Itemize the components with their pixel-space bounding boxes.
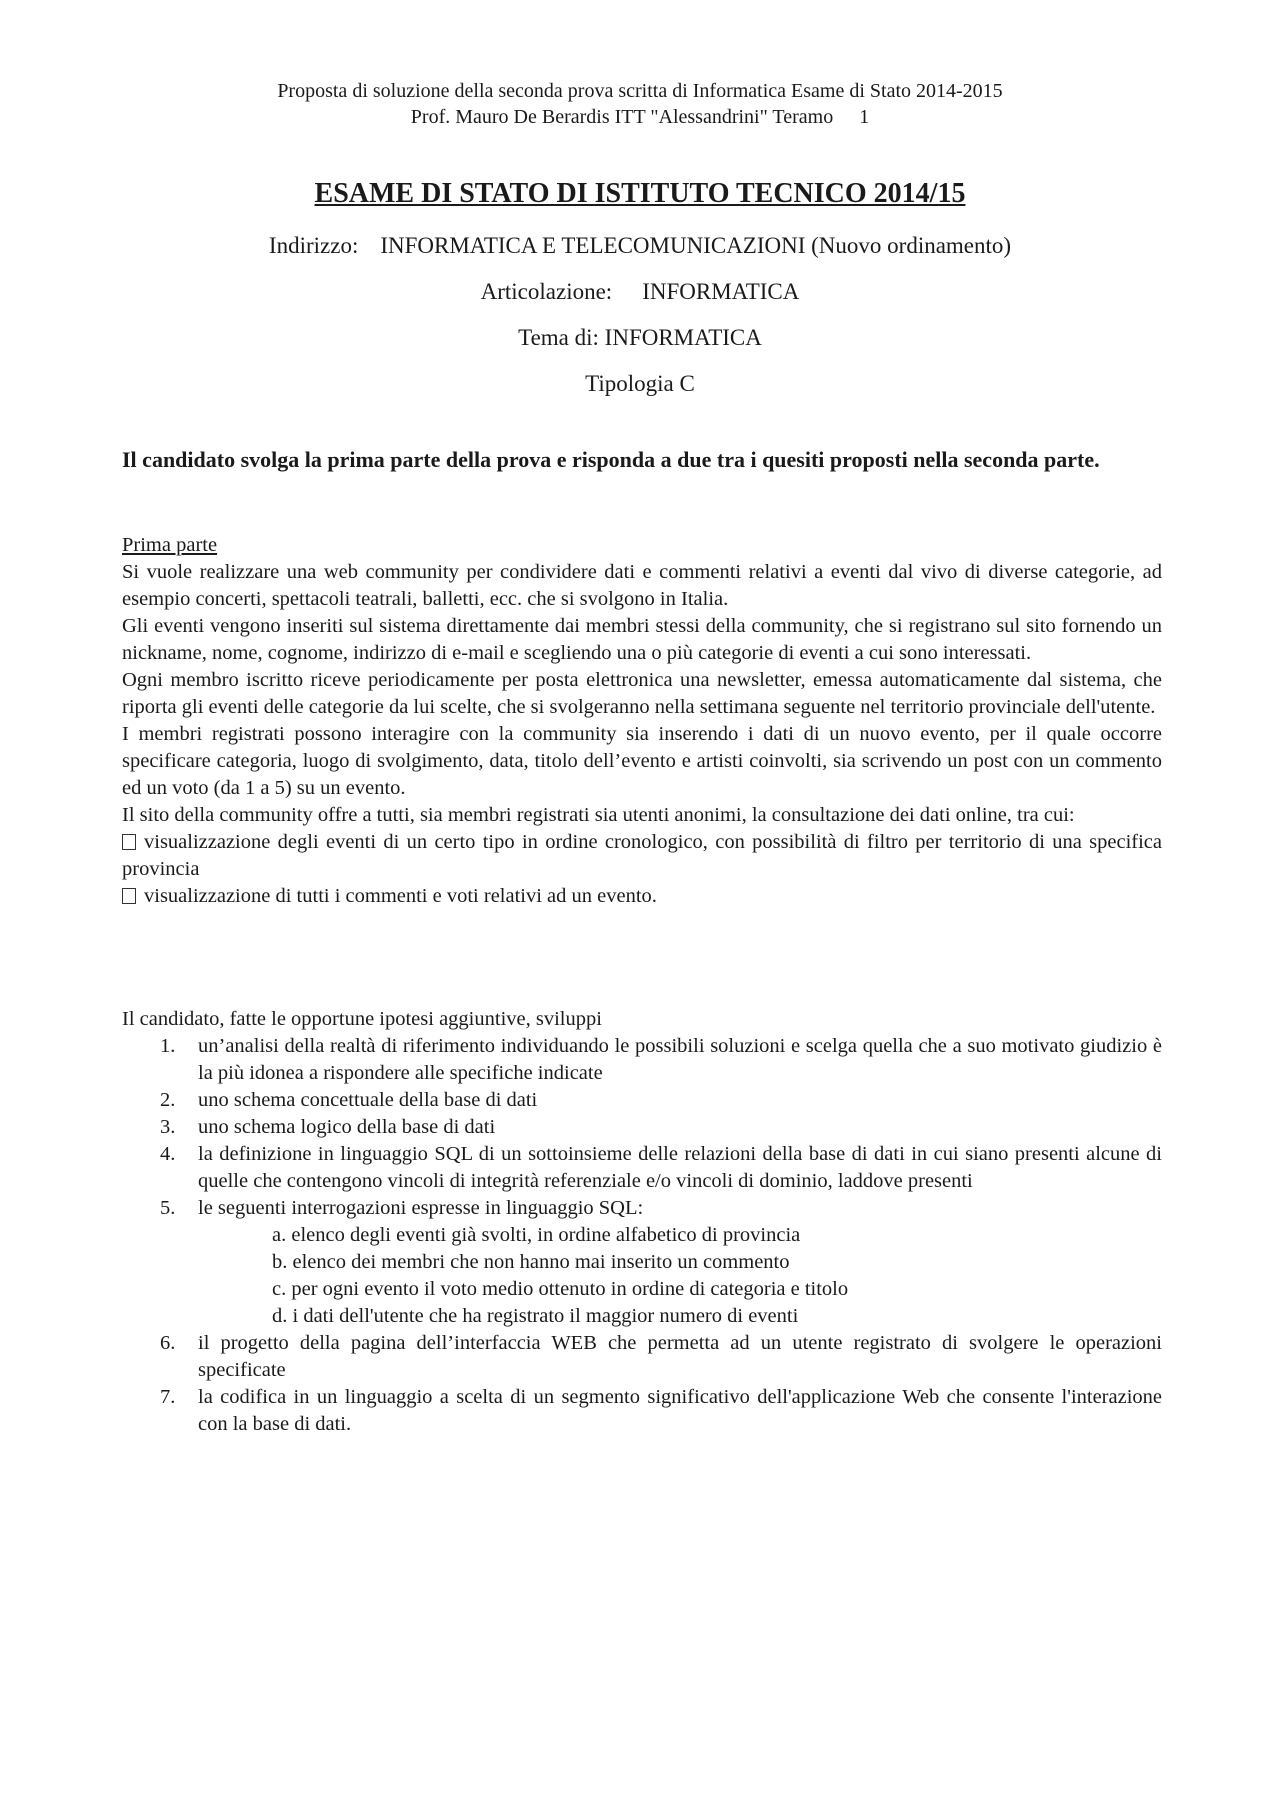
- header-line-1: Proposta di soluzione della seconda prova scritta di Informatica Esame di Stato 2014-2015: [277, 80, 1003, 102]
- task-text: le seguenti interrogazioni espresse in linguaggio SQL:: [198, 1197, 644, 1219]
- sql-query-item: a. elenco degli eventi già svolti, in ordine alfabetico di provincia: [272, 1224, 801, 1246]
- header-line-2: [0, 104, 1280, 130]
- bullet-box-icon: [122, 834, 136, 850]
- document-title: ESAME DI STATO DI ISTITUTO TECNICO 2014/15: [314, 178, 966, 209]
- tasks-list-continued: [122, 1330, 1162, 1438]
- prima-parte-section: [122, 532, 1162, 910]
- tema-line: Tema di: INFORMATICA: [518, 325, 762, 350]
- bullet-item: [122, 883, 1162, 910]
- task-number: 3.: [160, 1116, 176, 1138]
- articolazione-line: [0, 277, 1280, 307]
- task-item: [122, 1114, 1162, 1141]
- articolazione-label: Articolazione:: [480, 279, 613, 304]
- indirizzo-label: Indirizzo:: [268, 233, 359, 258]
- page-number: 1: [859, 106, 870, 128]
- task-text: la definizione in linguaggio SQL di un sottoinsieme delle relazioni della base di dati in cui siano presenti alcune di quelle che contengono vincoli di integrità referenziale e/o vincoli di dominio, laddove presenti: [198, 1143, 1162, 1192]
- tasks-section: [122, 1006, 1162, 1438]
- paragraph: I membri registrati possono interagire con la community sia inserendo i dati di un nuovo evento, per il quale occorre specificare categoria, luogo di svolgimento, data, titolo dell’evento e artisti coinvolti, sia scrivendo un post con un commento ed un voto (da 1 a 5) su un evento.: [122, 723, 1162, 799]
- task-number: 4.: [160, 1143, 176, 1165]
- task-number: 1.: [160, 1035, 176, 1057]
- task-item: [122, 1330, 1162, 1384]
- tipologia-line: Tipologia C: [585, 371, 695, 396]
- paragraph: Gli eventi vengono inseriti sul sistema direttamente dai membri stessi della community, che si registrano sul sito fornendo un nickname, nome, cognome, indirizzo di e-mail e scegliendo una o più categorie di eventi a cui sono interessati.: [122, 615, 1162, 664]
- task-item: [122, 1141, 1162, 1195]
- tasks-intro: Il candidato, fatte le opportune ipotesi aggiuntive, sviluppi: [122, 1008, 602, 1030]
- sql-query-item: b. elenco dei membri che non hanno mai inserito un commento: [272, 1251, 790, 1273]
- bullet-item: [122, 829, 1162, 883]
- task-text: un’analisi della realtà di riferimento individuando le possibili soluzioni e scelga quella che a suo motivato giudizio è la più idonea a rispondere alle specifiche indicate: [198, 1035, 1162, 1084]
- page-header: [0, 78, 1280, 130]
- header-author: Prof. Mauro De Berardis ITT "Alessandrini" Teramo: [410, 106, 834, 128]
- task-item: [122, 1384, 1162, 1438]
- tasks-list: [122, 1033, 1162, 1222]
- indirizzo-value: INFORMATICA E TELECOMUNICAZIONI (Nuovo ordinamento): [380, 233, 1012, 258]
- task-text: uno schema logico della base di dati: [198, 1116, 496, 1138]
- task-number: 7.: [160, 1386, 176, 1408]
- paragraph: Ogni membro iscritto riceve periodicamente per posta elettronica una newsletter, emessa automaticamente dal sistema, che riporta gli eventi delle categorie da lui scelte, che si svolgeranno nella settimana seguente nel territorio provinciale dell'utente.: [122, 669, 1162, 718]
- bullet-text: visualizzazione di tutti i commenti e voti relativi ad un evento.: [144, 885, 657, 907]
- bullet-text: visualizzazione degli eventi di un certo tipo in ordine cronologico, con possibilità di filtro per territorio di una specifica provincia: [122, 831, 1162, 880]
- bullet-box-icon: [122, 888, 136, 904]
- indirizzo-line: [0, 231, 1280, 261]
- sql-query-item: c. per ogni evento il voto medio ottenuto in ordine di categoria e titolo: [272, 1278, 849, 1300]
- sql-queries-list: [122, 1222, 1162, 1330]
- task-text: la codifica in un linguaggio a scelta di un segmento significativo dell'applicazione Web che consente l'interazione con la base di dati.: [198, 1386, 1162, 1435]
- articolazione-value: INFORMATICA: [642, 279, 800, 304]
- paragraph: Si vuole realizzare una web community per condividere dati e commenti relativi a eventi dal vivo di diverse categorie, ad esempio concerti, spettacoli teatrali, balletti, ecc. che si svolgono in Italia.: [122, 561, 1162, 610]
- task-text: uno schema concettuale della base di dati: [198, 1089, 538, 1111]
- task-item: [122, 1195, 1162, 1222]
- task-item: [122, 1087, 1162, 1114]
- task-number: 6.: [160, 1332, 176, 1354]
- task-number: 2.: [160, 1089, 176, 1111]
- instruction-text: Il candidato svolga la prima parte della prova e risponda a due tra i quesiti proposti nella seconda parte.: [122, 447, 1100, 472]
- task-item: [122, 1033, 1162, 1087]
- task-number: 5.: [160, 1197, 176, 1219]
- prima-parte-heading: Prima parte: [122, 534, 218, 556]
- paragraph: Il sito della community offre a tutti, sia membri registrati sia utenti anonimi, la consultazione dei dati online, tra cui:: [122, 804, 1075, 826]
- instruction-block: [122, 445, 1162, 474]
- task-text: il progetto della pagina dell’interfaccia WEB che permetta ad un utente registrato di svolgere le operazioni specificate: [198, 1332, 1162, 1381]
- sql-query-item: d. i dati dell'utente che ha registrato il maggior numero di eventi: [272, 1305, 799, 1327]
